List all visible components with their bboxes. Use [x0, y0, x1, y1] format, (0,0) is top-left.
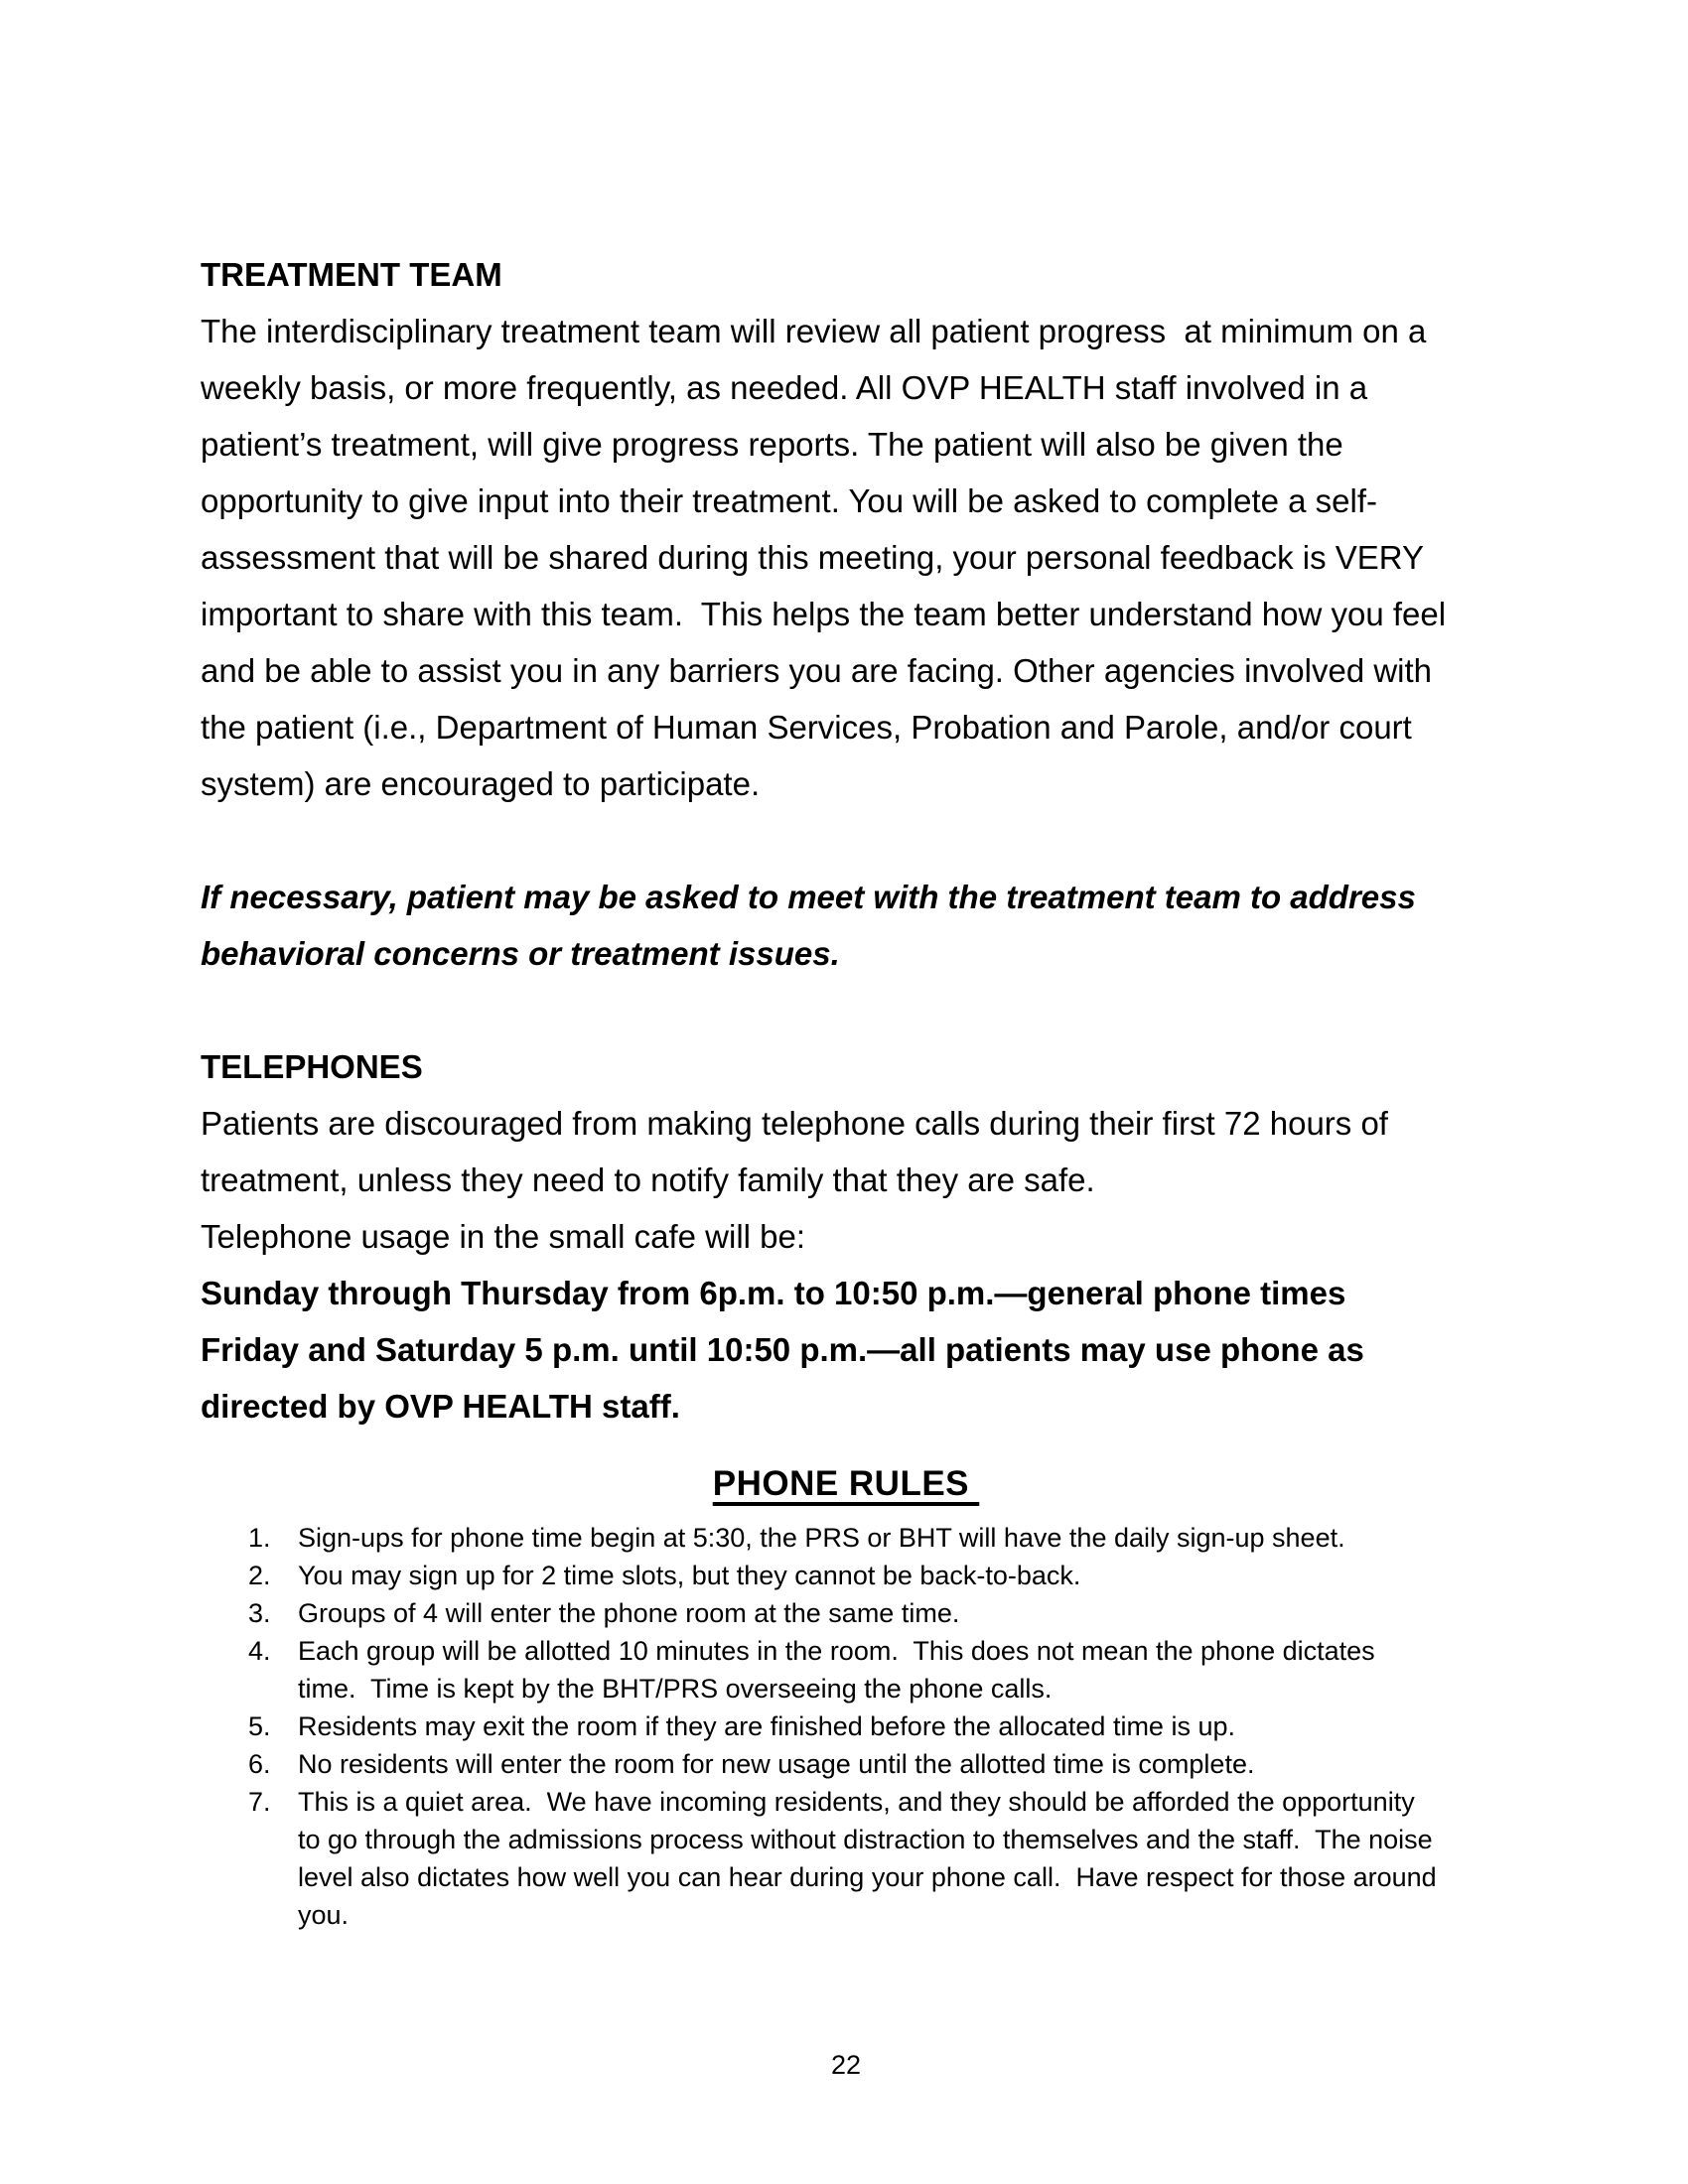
paragraph-line: weekly basis, or more frequently, as needed. All OVP HEALTH staff involved in a	[201, 369, 1368, 406]
paragraph-line: opportunity to give input into their treatment. You will be asked to complete a self-	[201, 482, 1378, 519]
paragraph-line: patient’s treatment, will give progress reports. The patient will also be given the	[201, 426, 1343, 463]
list-item-line: Each group will be allotted 10 minutes in the room. This does not mean the phone dictates	[298, 1636, 1375, 1666]
list-item-line: Groups of 4 will enter the phone room at the same time.	[298, 1598, 960, 1628]
list-item	[201, 1632, 1491, 1707]
paragraph-line: the patient (i.e., Department of Human Services, Probation and Parole, and/or court	[201, 709, 1412, 746]
notice-line: If necessary, patient may be asked to meet with the treatment team to address	[201, 879, 1416, 915]
paragraph-line: treatment, unless they need to notify family that they are safe.	[201, 1161, 1095, 1198]
list-item-line: time. Time is kept by the BHT/PRS overseeing the phone calls.	[298, 1674, 1053, 1704]
list-item-line: No residents will enter the room for new usage until the allotted time is complete.	[298, 1749, 1255, 1779]
list-item-line: You may sign up for 2 time slots, but they cannot be back-to-back.	[298, 1561, 1081, 1590]
treatment-team-paragraph	[201, 303, 1491, 812]
document-body	[201, 246, 1491, 1934]
list-item-number: 7.	[248, 1787, 271, 1817]
list-item	[201, 1783, 1491, 1934]
paragraph-line: Telephone usage in the small cafe will be:	[201, 1218, 806, 1255]
phone-times-line: directed by OVP HEALTH staff.	[201, 1388, 680, 1425]
list-item-number: 2.	[248, 1561, 271, 1590]
phone-rules-heading	[201, 1449, 1491, 1519]
list-item-line: Sign-ups for phone time begin at 5:30, the PRS or BHT will have the daily sign-up sheet.	[298, 1523, 1345, 1553]
list-item-line: to go through the admissions process without distraction to themselves and the staff. The noise	[298, 1825, 1433, 1854]
treatment-team-heading: TREATMENT TEAM	[201, 256, 502, 293]
paragraph-line: and be able to assist you in any barriers you are facing. Other agencies involved with	[201, 652, 1433, 689]
list-item	[201, 1707, 1491, 1745]
notice-line: behavioral concerns or treatment issues.	[201, 935, 840, 972]
notice-paragraph	[201, 869, 1491, 982]
list-item-number: 1.	[248, 1523, 271, 1553]
list-item	[201, 1519, 1491, 1557]
phone-rules-list	[201, 1519, 1491, 1934]
list-item-line: This is a quiet area. We have incoming residents, and they should be afforded the opportunity	[298, 1787, 1415, 1817]
phone-times-line: Friday and Saturday 5 p.m. until 10:50 p.m.—all patients may use phone as	[201, 1331, 1364, 1368]
list-item-number: 6.	[248, 1749, 271, 1779]
telephones-paragraph	[201, 1095, 1491, 1265]
list-item-number: 5.	[248, 1711, 271, 1741]
paragraph-line: The interdisciplinary treatment team will review all patient progress at minimum on a	[201, 313, 1427, 349]
phone-times-paragraph	[201, 1265, 1491, 1434]
phone-times-line: Sunday through Thursday from 6p.m. to 10:50 p.m.—general phone times	[201, 1275, 1346, 1311]
list-item	[201, 1594, 1491, 1632]
paragraph-line: important to share with this team. This helps the team better understand how you feel	[201, 596, 1447, 632]
paragraph-line: system) are encouraged to participate.	[201, 765, 761, 802]
list-item-line: you.	[298, 1900, 350, 1930]
list-item-line: Residents may exit the room if they are finished before the allocated time is up.	[298, 1711, 1235, 1741]
phone-rules-heading-text: PHONE RULES	[712, 1464, 980, 1503]
paragraph-line: Patients are discouraged from making telephone calls during their first 72 hours of	[201, 1105, 1388, 1142]
list-item-number: 3.	[248, 1598, 271, 1628]
list-item-number: 4.	[248, 1636, 271, 1666]
spacer	[201, 812, 1491, 869]
list-item	[201, 1745, 1491, 1783]
telephones-heading: TELEPHONES	[201, 1048, 423, 1085]
list-item-line: level also dictates how well you can hear during your phone call. Have respect for those around	[298, 1862, 1437, 1892]
paragraph-line: assessment that will be shared during this meeting, your personal feedback is VERY	[201, 539, 1425, 576]
spacer	[201, 982, 1491, 1038]
list-item	[201, 1557, 1491, 1594]
page-number: 22	[830, 2050, 862, 2080]
